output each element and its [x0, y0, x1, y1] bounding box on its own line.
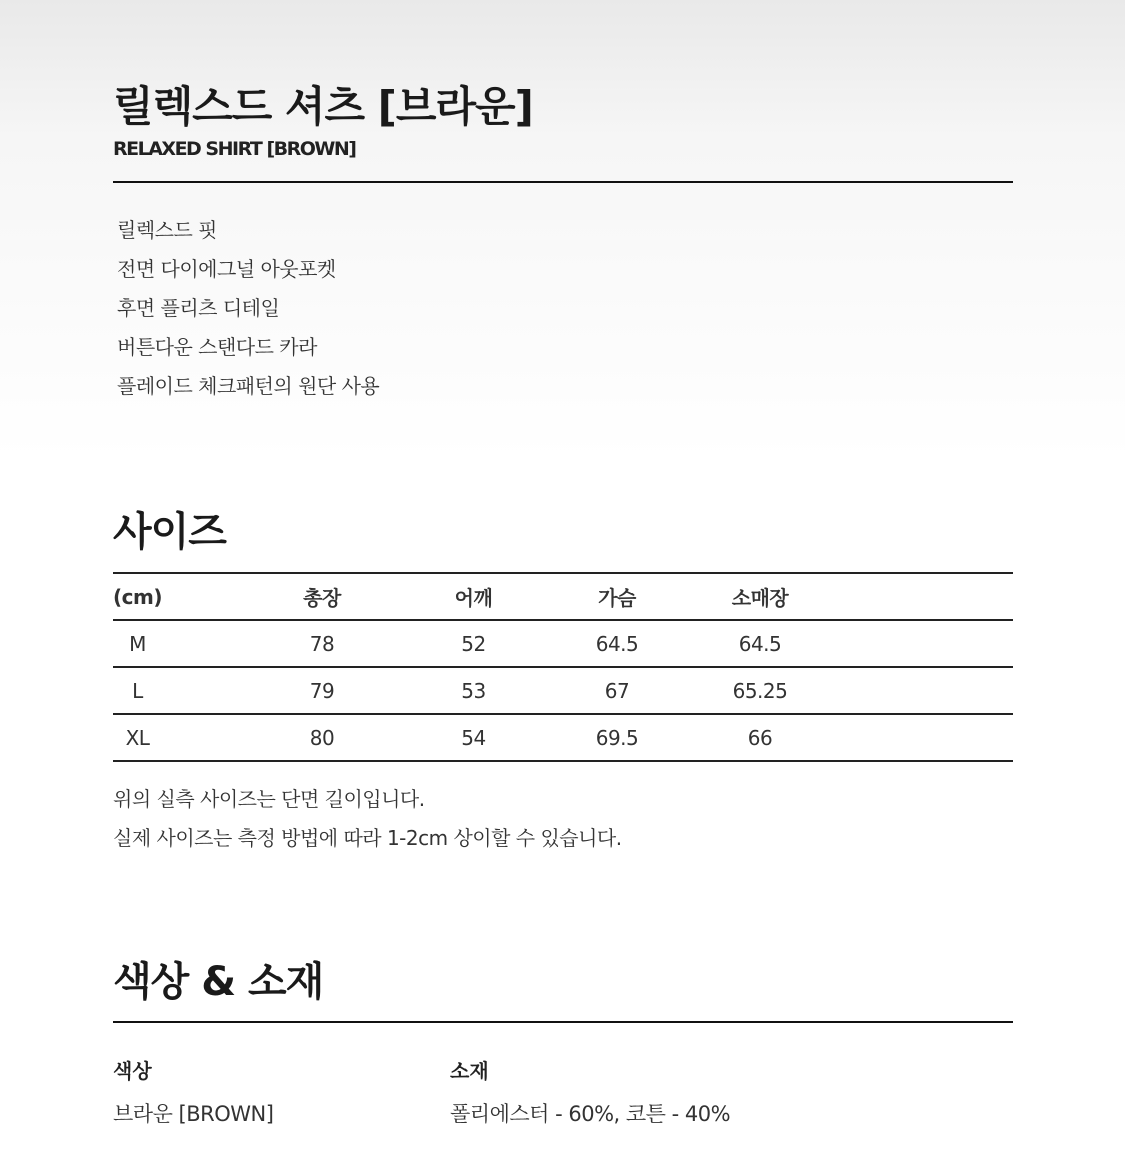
cell-shoulder: 53 — [402, 667, 545, 714]
header-length: 총장 — [162, 573, 402, 620]
product-title: 릴렉스드 셔츠 [브라운] — [113, 82, 533, 131]
divider — [113, 181, 1013, 183]
table-row — [113, 667, 1013, 714]
color-material-heading: 색상 & 소재 — [113, 959, 324, 1005]
table-header-row — [113, 573, 1013, 620]
color-value: 브라운 [BROWN] — [113, 1102, 274, 1126]
cell-sleeve: 64.5 — [689, 620, 831, 667]
cell-length: 80 — [309, 725, 335, 750]
feature-item: 버튼다운 스탠다드 카라 — [117, 335, 317, 359]
header-unit: (cm) — [113, 573, 162, 620]
color-label: 색상 — [113, 1059, 152, 1083]
size-note: 위의 실측 사이즈는 단면 길이입니다. — [113, 787, 425, 811]
cell-chest: 69.5 — [545, 714, 689, 761]
table-row — [113, 620, 1013, 667]
size-label: M — [113, 620, 162, 667]
header-sleeve: 소매장 — [689, 573, 831, 620]
cell-length: 79 — [309, 678, 335, 703]
cell-length: 78 — [309, 631, 335, 656]
cell-shoulder: 54 — [402, 714, 545, 761]
feature-item: 후면 플리츠 디테일 — [117, 296, 280, 320]
divider — [113, 1021, 1013, 1023]
material-value: 폴리에스터 - 60%, 코튼 - 40% — [450, 1102, 731, 1126]
feature-item: 플레이드 체크패턴의 원단 사용 — [117, 374, 380, 398]
cell-sleeve: 65.25 — [689, 667, 831, 714]
size-note: 실제 사이즈는 측정 방법에 따라 1-2cm 상이할 수 있습니다. — [113, 826, 622, 850]
feature-item: 릴렉스드 핏 — [117, 218, 217, 242]
size-table — [113, 572, 1013, 762]
cell-sleeve: 66 — [689, 714, 831, 761]
header-shoulder: 어깨 — [402, 573, 545, 620]
table-row — [113, 714, 1013, 761]
material-label: 소재 — [450, 1059, 489, 1083]
product-subtitle: RELAXED SHIRT [BROWN] — [113, 138, 356, 160]
cell-chest: 67 — [545, 667, 689, 714]
header-chest: 가슴 — [545, 573, 689, 620]
feature-item: 전면 다이에그널 아웃포켓 — [117, 257, 336, 281]
cell-chest: 64.5 — [545, 620, 689, 667]
size-label: XL — [113, 714, 162, 761]
size-heading: 사이즈 — [113, 509, 226, 555]
cell-shoulder: 52 — [402, 620, 545, 667]
size-label: L — [113, 667, 162, 714]
